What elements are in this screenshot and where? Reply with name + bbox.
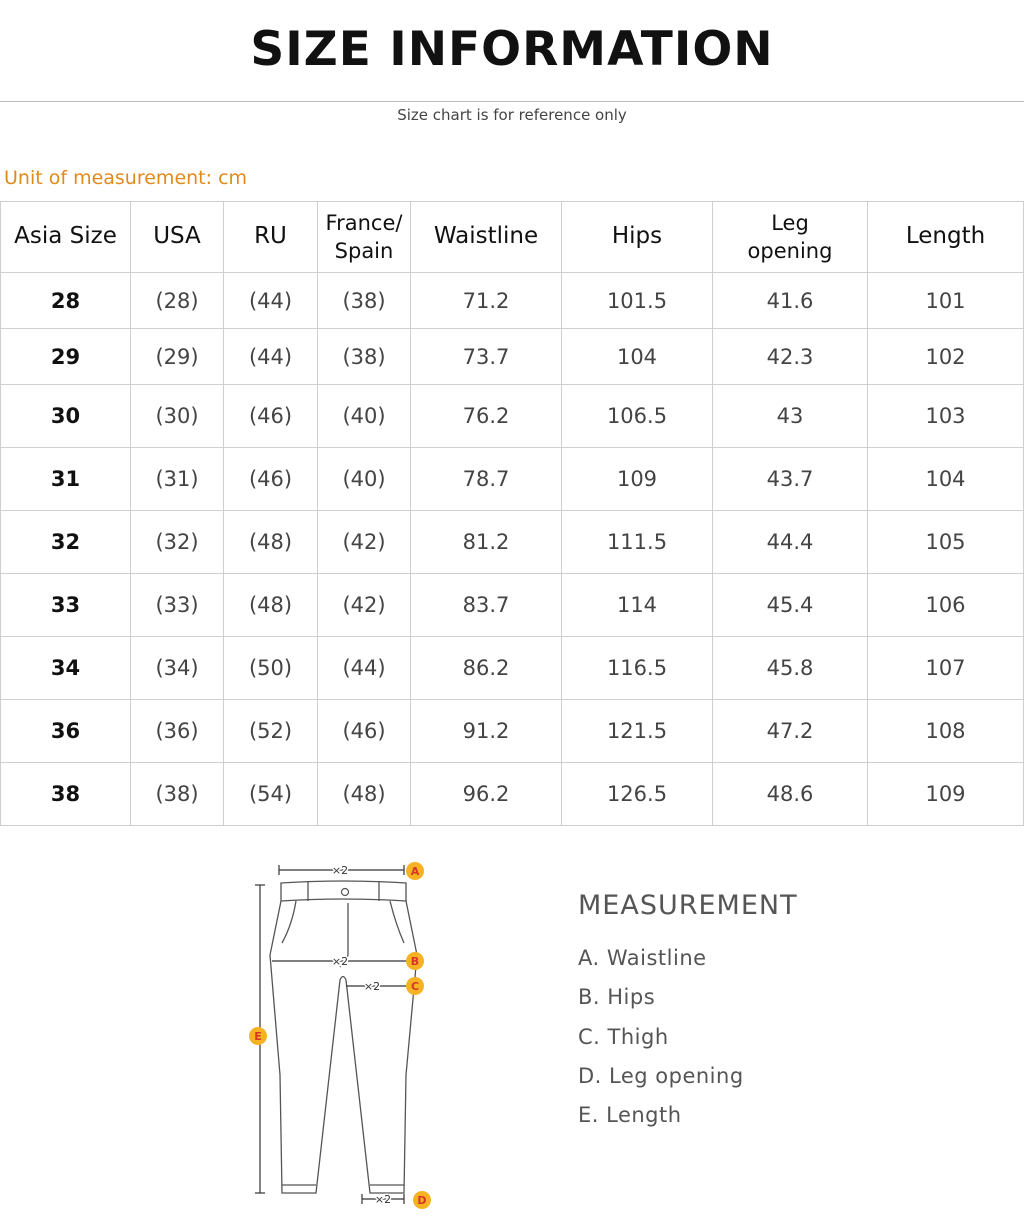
value-cell: 44.4 (713, 511, 868, 574)
value-cell: 126.5 (562, 763, 713, 826)
value-cell: 105 (868, 511, 1024, 574)
value-cell: 96.2 (411, 763, 562, 826)
value-cell: 45.8 (713, 637, 868, 700)
value-cell: 104 (868, 448, 1024, 511)
size-cell: 36 (1, 700, 131, 763)
value-cell: 83.7 (411, 574, 562, 637)
marker-e: E (254, 1030, 262, 1043)
table-row (1, 511, 1024, 574)
value-cell: (46) (224, 448, 318, 511)
value-cell: (48) (224, 511, 318, 574)
size-cell: 30 (1, 385, 131, 448)
measurement-item: D. Leg opening (578, 1063, 744, 1088)
size-cell: 29 (1, 329, 131, 385)
measurement-item: E. Length (578, 1103, 682, 1128)
table-row (1, 574, 1024, 637)
pants-diagram (244, 855, 444, 1215)
multiplier-a: ×2 (331, 864, 349, 877)
value-cell: (36) (131, 700, 224, 763)
value-cell: 42.3 (713, 329, 868, 385)
value-cell: 108 (868, 700, 1024, 763)
value-cell: (40) (318, 448, 411, 511)
value-cell: (42) (318, 574, 411, 637)
value-cell: 109 (868, 763, 1024, 826)
value-cell: 86.2 (411, 637, 562, 700)
marker-b: B (410, 955, 420, 968)
size-cell: 34 (1, 637, 131, 700)
value-cell: (38) (318, 329, 411, 385)
table-row (1, 329, 1024, 385)
value-cell: 104 (562, 329, 713, 385)
column-header: Length (868, 202, 1024, 273)
multiplier-c: ×2 (363, 980, 381, 993)
measurement-item: B. Hips (578, 985, 656, 1010)
table-row (1, 385, 1024, 448)
value-cell: 48.6 (713, 763, 868, 826)
measurement-item: A. Waistline (578, 946, 707, 970)
column-header: RU (224, 202, 318, 273)
value-cell: 106.5 (562, 385, 713, 448)
value-cell: (30) (131, 385, 224, 448)
value-cell: (32) (131, 511, 224, 574)
value-cell: 121.5 (562, 700, 713, 763)
measurement-title: MEASUREMENT (578, 890, 798, 921)
value-cell: 76.2 (411, 385, 562, 448)
value-cell: 73.7 (411, 329, 562, 385)
value-cell: 78.7 (411, 448, 562, 511)
table-body (1, 273, 1024, 826)
value-cell: (42) (318, 511, 411, 574)
value-cell: 106 (868, 574, 1024, 637)
measurement-list (578, 946, 744, 1142)
value-cell: (29) (131, 329, 224, 385)
column-header: Hips (562, 202, 713, 273)
size-cell: 31 (1, 448, 131, 511)
value-cell: 114 (562, 574, 713, 637)
value-cell: (28) (131, 273, 224, 329)
size-table (0, 201, 1024, 826)
value-cell: 107 (868, 637, 1024, 700)
value-cell: 111.5 (562, 511, 713, 574)
value-cell: 41.6 (713, 273, 868, 329)
value-cell: 116.5 (562, 637, 713, 700)
column-header: Asia Size (1, 202, 131, 273)
title-divider (0, 101, 1024, 102)
size-cell: 33 (1, 574, 131, 637)
page-title: SIZE INFORMATION (250, 22, 774, 77)
value-cell: 71.2 (411, 273, 562, 329)
value-cell: (44) (224, 329, 318, 385)
value-cell: 45.4 (713, 574, 868, 637)
value-cell: 103 (868, 385, 1024, 448)
value-cell: (38) (131, 763, 224, 826)
value-cell: (54) (224, 763, 318, 826)
subtitle: Size chart is for reference only (397, 106, 627, 124)
value-cell: 91.2 (411, 700, 562, 763)
measurement-item: C. Thigh (578, 1024, 669, 1049)
value-cell: (46) (224, 385, 318, 448)
column-header: Waistline (411, 202, 562, 273)
value-cell: (34) (131, 637, 224, 700)
value-cell: 43 (713, 385, 868, 448)
value-cell: (33) (131, 574, 224, 637)
table-header-row (1, 202, 1024, 273)
value-cell: (40) (318, 385, 411, 448)
table-row (1, 448, 1024, 511)
table-row (1, 700, 1024, 763)
table-row (1, 637, 1024, 700)
value-cell: 101.5 (562, 273, 713, 329)
column-header: USA (131, 202, 224, 273)
column-header: France/ Spain (318, 202, 411, 273)
unit-label: Unit of measurement: cm (4, 167, 248, 189)
value-cell: (46) (318, 700, 411, 763)
value-cell: (31) (131, 448, 224, 511)
value-cell: (38) (318, 273, 411, 329)
value-cell: 81.2 (411, 511, 562, 574)
column-header: Leg opening (713, 202, 868, 273)
value-cell: 43.7 (713, 448, 868, 511)
value-cell: 101 (868, 273, 1024, 329)
multiplier-d: ×2 (374, 1193, 392, 1206)
size-cell: 28 (1, 273, 131, 329)
table-row (1, 763, 1024, 826)
multiplier-b: ×2 (331, 955, 349, 968)
marker-a: A (410, 865, 420, 878)
size-cell: 38 (1, 763, 131, 826)
value-cell: 109 (562, 448, 713, 511)
value-cell: (48) (224, 574, 318, 637)
value-cell: (50) (224, 637, 318, 700)
marker-c: C (410, 980, 420, 993)
value-cell: (52) (224, 700, 318, 763)
value-cell: 102 (868, 329, 1024, 385)
marker-d: D (417, 1194, 427, 1207)
value-cell: (44) (318, 637, 411, 700)
value-cell: (48) (318, 763, 411, 826)
value-cell: 47.2 (713, 700, 868, 763)
size-cell: 32 (1, 511, 131, 574)
value-cell: (44) (224, 273, 318, 329)
table-row (1, 273, 1024, 329)
